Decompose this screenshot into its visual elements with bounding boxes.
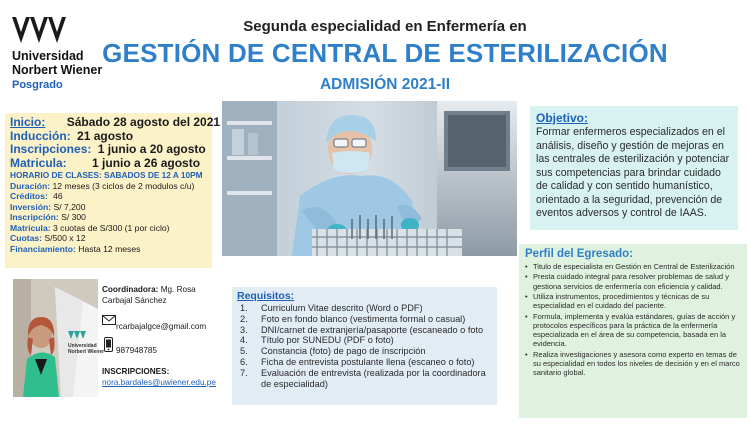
objective-box bbox=[530, 106, 738, 230]
item-number: 5. bbox=[240, 346, 248, 357]
item-number: 4. bbox=[240, 335, 248, 346]
item-number: 6. bbox=[240, 356, 248, 367]
program-info-box bbox=[5, 113, 221, 268]
inscripcion-value: S/ 300 bbox=[61, 212, 86, 223]
item-text: Ficha de entrevista postulante llena (escaneo o foto) bbox=[261, 356, 475, 367]
duracion-row bbox=[10, 181, 207, 192]
coordinator-photo-illustration bbox=[13, 279, 105, 397]
objective-title: Objetivo: bbox=[536, 111, 589, 125]
coordinator-info bbox=[100, 285, 215, 403]
inicio-label: Inicio: bbox=[10, 115, 46, 129]
matricula-row bbox=[10, 157, 207, 171]
inscripciones-row bbox=[10, 143, 207, 157]
list-item: • Titulo de especialista en Gestión en Central de Esterilización bbox=[525, 262, 741, 271]
mobile-phone-icon bbox=[104, 337, 113, 352]
inicio-value: Sábado 28 agosto del 2021 bbox=[66, 115, 221, 129]
item-number: 2. bbox=[240, 313, 248, 324]
matricula-label: Matricula: bbox=[10, 155, 67, 170]
inversion-row bbox=[10, 202, 207, 213]
list-item bbox=[237, 325, 492, 336]
coordinator-line-1 bbox=[102, 285, 196, 295]
coordinator-label: Coordinadora: bbox=[102, 285, 159, 294]
financiamiento-row bbox=[10, 244, 207, 255]
nurse-sterilization-photo bbox=[222, 101, 517, 256]
list-item bbox=[237, 335, 492, 346]
list-item bbox=[237, 368, 492, 379]
induccion-row bbox=[10, 130, 207, 144]
admission-label: ADMISIÓN 2021-II bbox=[319, 76, 451, 93]
coordinator-photo bbox=[13, 279, 105, 397]
flag-text-line2: Norbert Wiener bbox=[68, 349, 105, 355]
list-item bbox=[237, 346, 492, 357]
inscripciones-contact-label: INSCRIPCIONES: bbox=[102, 367, 170, 376]
matricula-cost-value: 3 cuotas de S/300 (1 por ciclo) bbox=[52, 222, 170, 233]
matricula-cost-row bbox=[10, 223, 207, 234]
creditos-label: Créditos: bbox=[10, 191, 48, 202]
inversion-label: Inversión: bbox=[10, 201, 52, 212]
inversion-value: S/ 7,200 bbox=[53, 201, 86, 212]
horario-text: HORARIO DE CLASES: SABADOS DE 12 A 10PM bbox=[10, 170, 203, 180]
list-item: • Formula, implementa y evalúa estándares, guías de acción y protocolos específicos para la práctica de la enfermería especializada en el área de su competencia, basada en la evidencia. bbox=[525, 312, 741, 349]
item-number: 7. bbox=[240, 367, 248, 378]
list-item: • Realiza investigaciones y asesora como experto en temas de su especialidad en todos los niveles de decisión y en el marco sanitario global. bbox=[525, 350, 741, 378]
requirements-box bbox=[232, 287, 497, 405]
cuotas-row bbox=[10, 233, 207, 244]
objective-text: Formar enfermeros especializados en el análisis, diseño y gestión de mejoras en las centrales de esterilización y potenciar sus competencias para brindar cuidado de calidad y con sentido humanístico, orientado a la seguridad, prevención de eventos adversos y control de IAAS. bbox=[536, 126, 730, 219]
item-text: DNI/carnet de extranjería/pasaporte (escaneado o foto bbox=[261, 324, 484, 335]
matricula-cost-label: Matrícula: bbox=[10, 222, 51, 233]
cuotas-value: S/500 x 12 bbox=[44, 233, 86, 244]
list-item: • Utiliza instrumentos, procedimientos y técnicas de su especialidad en el cuidado del paciente. bbox=[525, 292, 741, 310]
coordinator-name-part2: Carbajal Sánchez bbox=[102, 296, 167, 305]
requirements-list bbox=[237, 303, 492, 389]
envelope-icon bbox=[102, 315, 116, 325]
creditos-row bbox=[10, 191, 207, 202]
inscripciones-value: 1 junio a 20 agosto bbox=[97, 142, 206, 156]
financiamiento-value: Hasta 12 meses bbox=[78, 244, 141, 255]
cuotas-label: Cuotas: bbox=[10, 233, 42, 244]
program-title: GESTIÓN DE CENTRAL DE ESTERILIZACIÓN bbox=[102, 38, 668, 68]
program-subtitle: Segunda especialidad en Enfermería en bbox=[243, 18, 527, 35]
inscripcion-row bbox=[10, 212, 207, 223]
coordinator-name-part1: Mg. Rosa bbox=[160, 285, 196, 294]
item-number: 1. bbox=[240, 303, 248, 313]
financiamiento-label: Financiamiento: bbox=[10, 244, 76, 255]
item-number: 3. bbox=[240, 324, 248, 335]
duracion-label: Duración: bbox=[10, 180, 51, 191]
flag-text-line1: Universidad bbox=[68, 343, 97, 349]
list-item bbox=[237, 303, 492, 314]
inscripciones-contact-email[interactable]: nora.bardales@uwiener.edu.pe bbox=[102, 378, 216, 387]
graduate-profile-title: Perfil del Egresado: bbox=[525, 248, 634, 260]
item-text: Evaluación de entrevista (realizada por la coordinadora bbox=[261, 367, 486, 378]
induccion-value: 21 agosto bbox=[77, 128, 134, 143]
item-text: Constancia (foto) de pago de inscripción bbox=[261, 346, 426, 357]
nurse-photo-illustration bbox=[222, 101, 517, 256]
matricula-value: 1 junio a 26 agosto bbox=[92, 155, 201, 170]
inscripcion-label: Inscripción: bbox=[10, 212, 59, 223]
inscripciones-label: Inscripciones: bbox=[10, 142, 92, 156]
list-item: • Presta cuidado integral para resolver problemas de salud y gestiona servicios de enfermería con eficiencia y calidad. bbox=[525, 272, 741, 290]
inicio-row bbox=[10, 115, 221, 130]
graduate-profile-list bbox=[525, 262, 741, 377]
list-item bbox=[237, 357, 492, 368]
item-text: Foto en fondo blanco (vestimenta formal o casual) bbox=[261, 313, 466, 324]
item-text: Curriculum Vitae descrito (Word o PDF) bbox=[261, 303, 423, 313]
item-text: de especialidad) bbox=[261, 378, 328, 389]
list-item bbox=[237, 314, 492, 325]
graduate-profile-box bbox=[519, 244, 747, 418]
coordinator-phone: 987948785 bbox=[116, 346, 157, 355]
list-item bbox=[237, 379, 492, 390]
duracion-value: 12 meses (3 ciclos de 2 modulos c/u) bbox=[52, 180, 195, 191]
creditos-value: 46 bbox=[53, 191, 63, 202]
induccion-label: Inducción: bbox=[10, 128, 71, 143]
logo-text-norbert-wiener: Norbert Wiener bbox=[12, 63, 103, 77]
requirements-title: Requisitos: bbox=[237, 290, 295, 302]
coordinator-email[interactable]: rcarbajalgce@gmail.com bbox=[116, 322, 207, 331]
logo-text-universidad: Universidad bbox=[12, 49, 84, 63]
item-text: Título por SUNEDU (PDF o foto) bbox=[261, 335, 394, 346]
logo-text-posgrado: Posgrado bbox=[12, 79, 63, 91]
